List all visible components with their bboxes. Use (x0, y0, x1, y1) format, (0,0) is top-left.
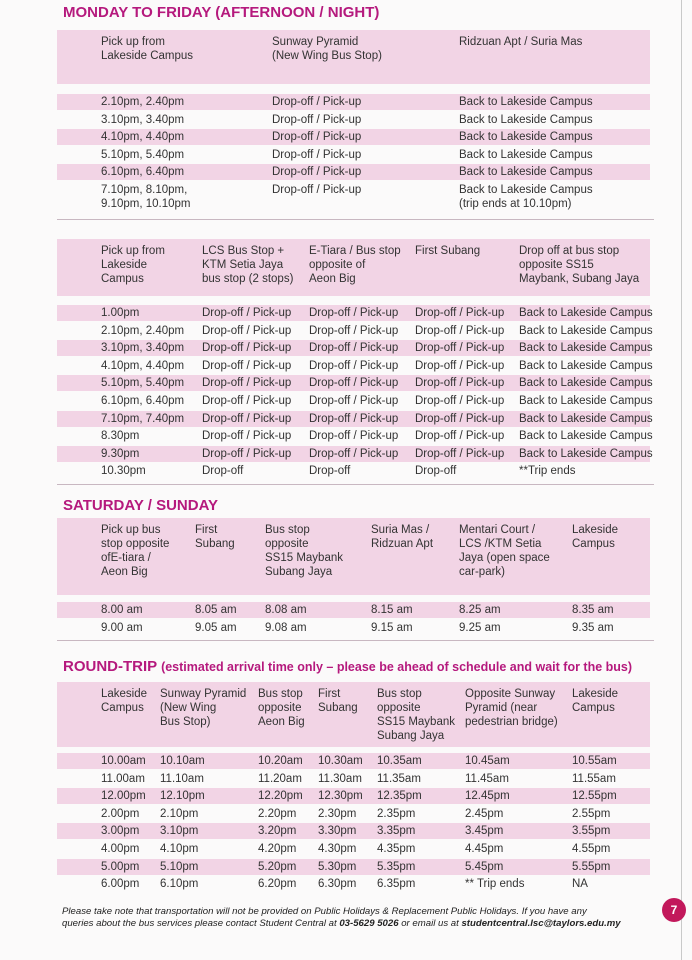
header-cell: E-Tiara / Bus stop opposite of Aeon Big (309, 245, 401, 285)
table-cell: 3.30pm (318, 825, 357, 838)
table-cell: Back to Lakeside Campus (trip ends at 10.10pm) (459, 184, 593, 210)
table-cell: Back to Lakeside Campus (519, 359, 653, 372)
table-cell: Drop-off / Pick-up (202, 430, 292, 443)
header-cell: Lakeside Campus (101, 688, 148, 714)
table-cell: 5.10pm, 5.40pm (101, 377, 185, 390)
table-cell: Drop-off / Pick-up (202, 395, 292, 407)
table-cell: Drop-off / Pick-up (272, 131, 362, 144)
footer-email: studentcentral.lsc@taylors.edu.my (461, 918, 621, 929)
table-cell: Drop-off / Pick-up (202, 342, 292, 355)
table-cell: 11.00am (101, 772, 145, 785)
table-cell: Drop-off / Pick-up (202, 447, 292, 460)
table-cell: 9.35 am (572, 621, 614, 634)
table-cell: Drop-off / Pick-up (415, 359, 505, 372)
table-cell: 12.35pm (377, 790, 422, 803)
table-cell: 10.00am (101, 755, 146, 767)
table-cell: 7.10pm, 7.40pm (101, 412, 185, 425)
table-cell: 8.35 am (572, 604, 614, 616)
table-cell: 2.10pm (160, 807, 199, 820)
table-cell: Drop-off / Pick-up (309, 447, 399, 460)
table-cell: Back to Lakeside Campus (459, 96, 593, 108)
table-cell: 4.55pm (572, 843, 611, 855)
table-cell: 4.20pm (258, 843, 297, 855)
table-cell: 8.25 am (459, 604, 501, 616)
table-cell: 5.20pm (258, 860, 297, 873)
header-cell: Ridzuan Apt / Suria Mas (459, 36, 583, 48)
page-number-badge: 7 (662, 898, 686, 922)
table-cell: 2.35pm (377, 807, 416, 820)
table-cell: 3.45pm (465, 825, 504, 838)
section-divider (57, 640, 654, 641)
section-divider (57, 484, 654, 485)
table-cell: 6.00pm (101, 878, 140, 891)
table-cell: 2.10pm, 2.40pm (101, 96, 185, 108)
table-cell: 9.05 am (195, 621, 237, 634)
table-cell: 6.35pm (377, 878, 416, 891)
header-cell: Bus stop opposite SS15 Maybank Subang Jaya (265, 524, 343, 578)
table-cell: Drop-off / Pick-up (309, 377, 399, 390)
table-cell: 6.30pm (318, 878, 357, 891)
table-cell: 11.20am (258, 772, 302, 785)
table-cell: Drop-off / Pick-up (309, 412, 399, 425)
table-cell: Drop-off / Pick-up (272, 96, 362, 108)
table-cell: 2.45pm (465, 807, 504, 820)
table-cell: Drop-off / Pick-up (202, 324, 292, 337)
table-cell: 8.00 am (101, 604, 143, 616)
table-cell: Drop-off (415, 465, 457, 478)
table-cell: Drop-off / Pick-up (309, 342, 399, 355)
table-cell: Drop-off (309, 465, 351, 478)
table-cell: 1.00pm (101, 307, 140, 319)
table-cell: Drop-off (202, 465, 244, 478)
footer-line2a: queries about the bus services please contact Student Central at (62, 918, 340, 929)
table-cell: Back to Lakeside Campus (459, 148, 593, 161)
table-cell: 3.10pm, 3.40pm (101, 342, 185, 355)
table-cell: 12.00pm (101, 790, 146, 803)
table-cell: Drop-off / Pick-up (272, 148, 362, 161)
table-cell: 12.10pm (160, 790, 205, 803)
table-cell: Back to Lakeside Campus (459, 131, 593, 144)
header-cell: First Subang (318, 688, 358, 714)
table-cell: 3.10pm, 3.40pm (101, 113, 185, 126)
table-cell: Back to Lakeside Campus (519, 447, 653, 460)
header-cell: Drop off at bus stop opposite SS15 Maybank, Subang Jaya (519, 245, 640, 285)
table-cell: 11.35am (377, 772, 421, 785)
table-cell: 9.15 am (371, 621, 413, 634)
table-cell: Drop-off / Pick-up (202, 377, 292, 390)
table-cell: 5.30pm (318, 860, 357, 873)
section-divider (57, 219, 654, 220)
table-cell: 3.35pm (377, 825, 416, 838)
table-cell: 10.30am (318, 755, 363, 767)
table-cell: 8.05 am (195, 604, 237, 616)
table-cell: Drop-off / Pick-up (415, 324, 505, 337)
header-cell: Opposite Sunway Pyramid (near pedestrian bridge) (465, 688, 558, 728)
header-cell: Bus stop opposite SS15 Maybank Subang Jaya (377, 688, 455, 742)
table-cell: Back to Lakeside Campus (459, 166, 593, 179)
header-cell: Bus stop opposite Aeon Big (258, 688, 305, 728)
table-cell: Drop-off / Pick-up (415, 412, 505, 425)
table-cell: 3.20pm (258, 825, 297, 838)
table-cell: 12.30pm (318, 790, 363, 803)
table-cell: 8.08 am (265, 604, 307, 616)
table-cell: 8.15 am (371, 604, 413, 616)
table-cell: 5.55pm (572, 860, 611, 873)
table-cell: NA (572, 878, 588, 891)
footer-note (62, 906, 662, 930)
header-cell: Pick up bus stop opposite ofE-tiara / Aeon Big (101, 524, 170, 578)
table-cell: 10.30pm (101, 465, 146, 478)
table-cell: **Trip ends (519, 465, 576, 478)
header-cell: Suria Mas / Ridzuan Apt (371, 524, 434, 550)
table-cell: 4.45pm (465, 843, 504, 855)
header-cell: Sunway Pyramid (New Wing Bus Stop) (160, 688, 247, 728)
table-cell: 11.45am (465, 772, 509, 785)
header-cell: Lakeside Campus (572, 688, 619, 714)
table-cell: Back to Lakeside Campus (519, 412, 653, 425)
header-cell: LCS Bus Stop + KTM Setia Jaya bus stop (2 stops) (202, 245, 294, 285)
table-cell: Back to Lakeside Campus (519, 342, 653, 355)
table-cell: 3.55pm (572, 825, 611, 838)
header-cell: First Subang (195, 524, 235, 550)
table-cell: Drop-off / Pick-up (272, 166, 362, 179)
weekday-heading: MONDAY TO FRIDAY (AFTERNOON / NIGHT) (63, 4, 380, 21)
table-cell: Drop-off / Pick-up (309, 307, 399, 319)
table-cell: Drop-off / Pick-up (202, 412, 292, 425)
footer-line2b: or email us at (398, 918, 462, 929)
table-cell: 4.00pm (101, 843, 140, 855)
table-cell: Back to Lakeside Campus (519, 430, 653, 443)
table-cell: 2.10pm, 2.40pm (101, 324, 185, 337)
table-cell: 11.10am (160, 772, 204, 785)
roundtrip-title: ROUND-TRIP (63, 658, 157, 675)
footer-line1: Please take note that transportation will not be provided on Public Holidays & Replacement Public Holidays. If you have any (62, 906, 587, 917)
table-cell: Drop-off / Pick-up (415, 395, 505, 407)
table-cell: 5.10pm (160, 860, 199, 873)
table-cell: ** Trip ends (465, 878, 525, 891)
table-cell: Back to Lakeside Campus (519, 377, 653, 390)
header-cell: Mentari Court / LCS /KTM Setia Jaya (open space car-park) (459, 524, 550, 578)
table-cell: Drop-off / Pick-up (309, 359, 399, 372)
table-cell: 8.30pm (101, 430, 140, 443)
table-cell: 5.10pm, 5.40pm (101, 148, 185, 161)
table-cell: 2.55pm (572, 807, 611, 820)
table-cell: 5.45pm (465, 860, 504, 873)
weekend-heading: SATURDAY / SUNDAY (63, 497, 219, 514)
table-cell: 10.20am (258, 755, 303, 767)
table-cell: Drop-off / Pick-up (309, 430, 399, 443)
table-cell: Drop-off / Pick-up (202, 359, 292, 372)
table-row (57, 620, 650, 636)
header-cell: Sunway Pyramid (New Wing Bus Stop) (272, 36, 382, 62)
table-cell: 9.25 am (459, 621, 501, 634)
table-cell: 9.08 am (265, 621, 307, 634)
table-cell: 3.00pm (101, 825, 140, 838)
table-cell: 4.35pm (377, 843, 416, 855)
table-cell: 2.30pm (318, 807, 357, 820)
table-cell: Back to Lakeside Campus (519, 324, 653, 337)
table-row (57, 602, 650, 618)
header-cell: Lakeside Campus (572, 524, 619, 550)
table-cell: 7.10pm, 8.10pm, 9.10pm, 10.10pm (101, 184, 191, 210)
table-cell: Drop-off / Pick-up (415, 307, 505, 319)
table-cell: Drop-off / Pick-up (415, 430, 505, 443)
table-cell: Back to Lakeside Campus (459, 113, 593, 126)
table-cell: Drop-off / Pick-up (272, 113, 362, 126)
table-cell: 11.55am (572, 772, 616, 785)
table-cell: Drop-off / Pick-up (202, 307, 292, 319)
header-cell: Pick up from Lakeside Campus (101, 245, 165, 285)
footer-phone: 03-5629 5026 (339, 918, 399, 929)
table-cell: 6.20pm (258, 878, 297, 891)
table-cell: 3.10pm (160, 825, 199, 838)
table-cell: 10.45am (465, 755, 510, 767)
table-cell: 9.30pm (101, 447, 140, 460)
table-cell: Drop-off / Pick-up (415, 377, 505, 390)
table-cell: Back to Lakeside Campus (519, 307, 653, 319)
roundtrip-note: (estimated arrival time only – please be ahead of schedule and wait for the bus) (161, 660, 633, 674)
roundtrip-heading (63, 658, 632, 675)
table-cell: Drop-off / Pick-up (415, 447, 505, 460)
header-cell: Pick up from Lakeside Campus (101, 36, 194, 62)
table-cell: 5.35pm (377, 860, 416, 873)
table-cell: 12.55pm (572, 790, 617, 803)
table-cell: 2.20pm (258, 807, 297, 820)
table-cell: 12.20pm (258, 790, 303, 803)
table-cell: Drop-off / Pick-up (309, 395, 399, 407)
table-cell: 9.00 am (101, 621, 143, 634)
table-cell: 2.00pm (101, 807, 140, 820)
table-cell: 4.10pm, 4.40pm (101, 359, 185, 372)
table-cell: 6.10pm (160, 878, 199, 891)
table-cell: 4.30pm (318, 843, 357, 855)
table-cell: 11.30am (318, 772, 362, 785)
page-edge-rule (681, 0, 682, 960)
table-cell: 5.00pm (101, 860, 140, 873)
table-cell: 6.10pm, 6.40pm (101, 395, 185, 407)
table-cell: 10.35am (377, 755, 422, 767)
table-cell: 10.55am (572, 755, 617, 767)
header-cell: First Subang (415, 245, 481, 257)
table-cell: 4.10pm, 4.40pm (101, 131, 185, 144)
table-cell: Drop-off / Pick-up (415, 342, 505, 355)
table-cell: Drop-off / Pick-up (272, 184, 362, 196)
table-cell: 10.10am (160, 755, 205, 767)
table-cell: 4.10pm (160, 843, 199, 855)
table-cell: Back to Lakeside Campus (519, 395, 653, 407)
table-cell: 12.45pm (465, 790, 510, 803)
table-cell: Drop-off / Pick-up (309, 324, 399, 337)
table-cell: 6.10pm, 6.40pm (101, 166, 185, 179)
